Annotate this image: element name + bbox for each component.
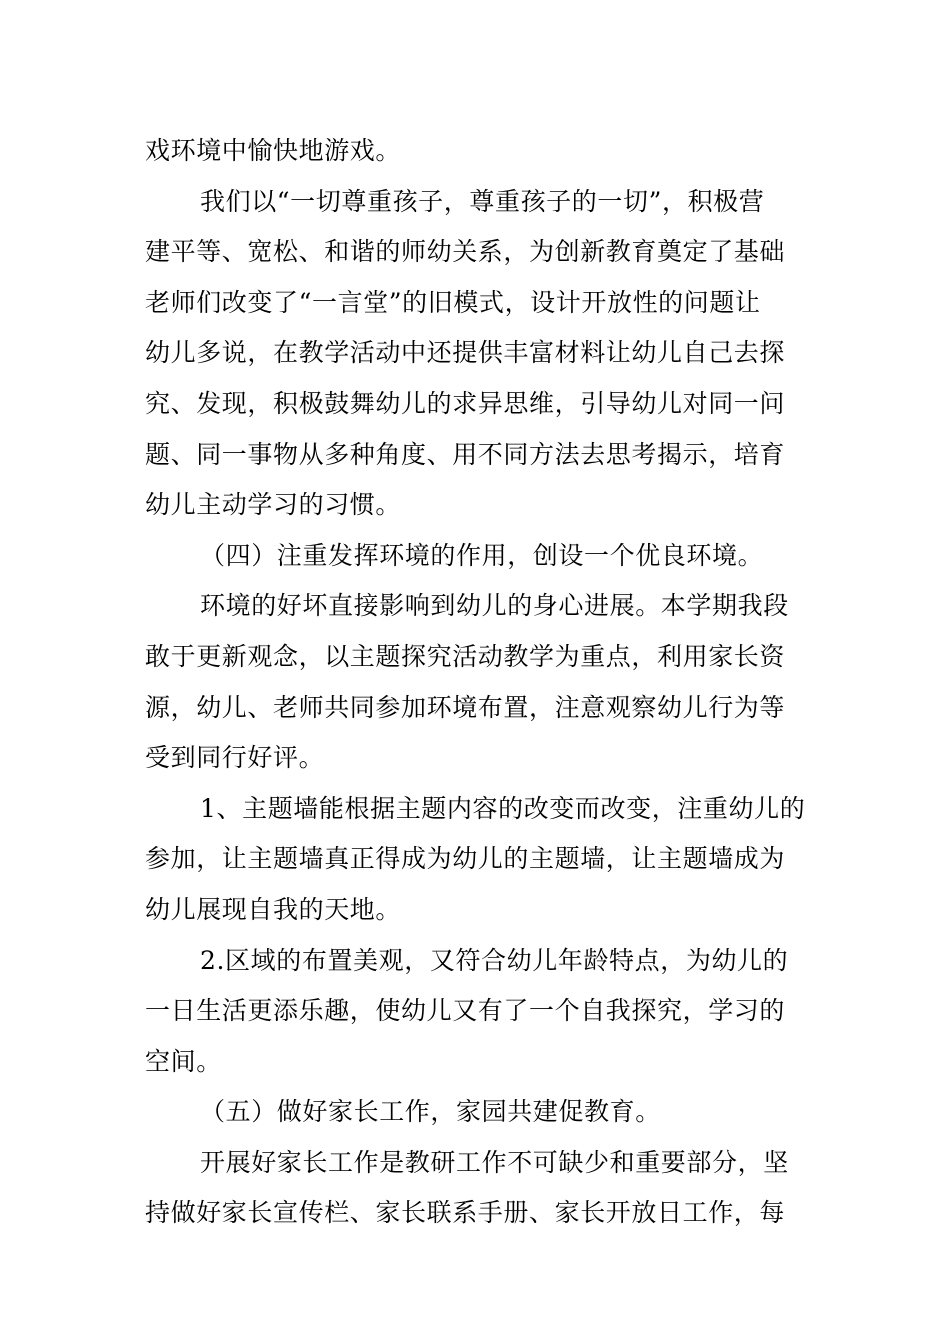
- text-line-15: 参加，让主题墙真正得成为幼儿的主题墙，让主题墙成为: [145, 844, 786, 874]
- list-item-2: 2.区域的布置美观，又符合幼儿年龄特点，为幼儿的: [200, 945, 789, 975]
- text-line-18: 一日生活更添乐趣，使幼儿又有了一个自我探究，学习的: [145, 996, 786, 1026]
- document-page: [145, 126, 810, 1239]
- section-heading-4: （四）注重发挥环境的作用，创设一个优良环境。: [200, 540, 764, 570]
- text-line-4: 老师们改变了“一言堂”的旧模式，设计开放性的问题让: [145, 287, 761, 317]
- text-line-1: 戏环境中愉快地游戏。: [145, 136, 402, 165]
- list-item-1: 1、主题墙能根据主题内容的改变而改变，注重幼儿的: [200, 793, 806, 823]
- text-line-3: 建平等、宽松、和谐的师幼关系，为创新教育奠定了基础: [145, 237, 786, 267]
- text-line-21: 开展好家长工作是教研工作不可缺少和重要部分，坚: [200, 1147, 789, 1177]
- text-line-13: 受到同行好评。: [145, 743, 325, 773]
- text-line-6: 究、发现，积极鼓舞幼儿的求异思维，引导幼儿对同一问: [145, 388, 786, 418]
- text-line-12: 源，幼儿、老师共同参加环境布置，注意观察幼儿行为等: [145, 692, 786, 722]
- text-line-2: 我们以“一切尊重孩子，尊重孩子的一切”，积极营: [200, 186, 765, 216]
- text-line-5: 幼儿多说，在教学活动中还提供丰富材料让幼儿自己去探: [145, 338, 786, 368]
- text-line-10: 环境的好坏直接影响到幼儿的身心进展。本学期我段: [200, 591, 789, 621]
- text-line-22: 持做好家长宣传栏、家长联系手册、家长开放日工作，每: [145, 1198, 786, 1228]
- text-line-11: 敢于更新观念，以主题探究活动教学为重点，利用家长资: [145, 641, 786, 671]
- text-line-16: 幼儿展现自我的天地。: [145, 894, 402, 924]
- text-line-8: 幼儿主动学习的习惯。: [145, 490, 402, 520]
- section-heading-5: （五）做好家长工作，家园共建促教育。: [200, 1097, 661, 1127]
- text-line-19: 空间。: [145, 1046, 222, 1076]
- text-line-7: 题、同一事物从多种角度、用不同方法去思考揭示，培育: [145, 439, 786, 469]
